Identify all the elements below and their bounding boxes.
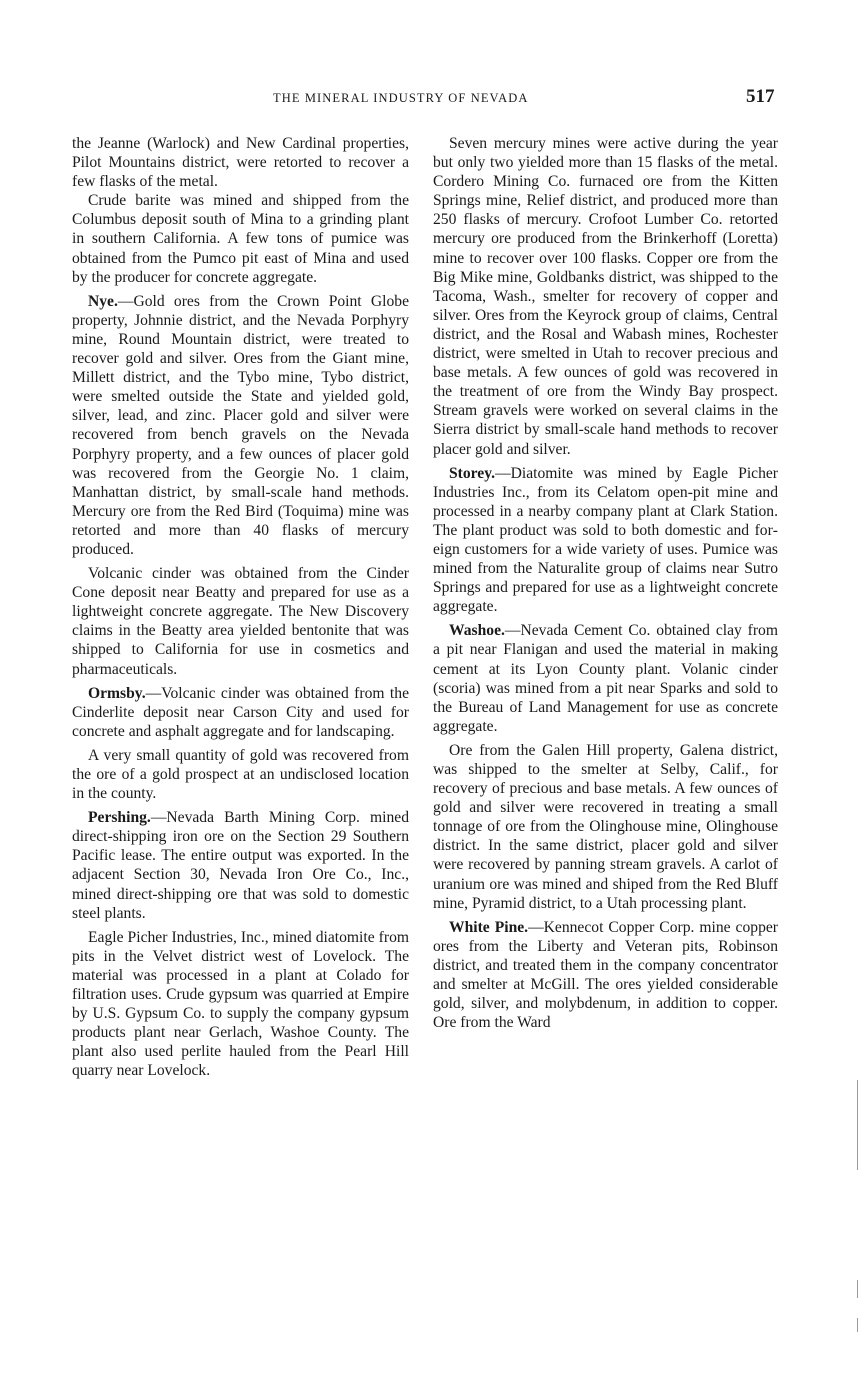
- section-washoe-text: —Nevada Cement Co. obtained clay from a pit near Flanigan and used the material in making cement at its Lyon County plant. Volanic cinder (scoria) was mined from a pit near Sparks and sold to the Bureau of Land Management for use as concrete aggregate.: [433, 622, 778, 735]
- section-nye-text: —Gold ores from the Crown Point Globe property, Johnnie district, and the Nevada Porphyry mine, Round Mountain district, were treated to recover gold and silver. Ores from the Giant mine, Millett district, and the Tybo mine, Tybo district, were smelted outside the State and yielded gold, silver, lead, and zinc. Placer gold and silver were recovered from bench gravels on the Nevada Porphyry property, and a few ounces of placer gold was recovered from the Georgie No. 1 claim, Manhattan district, by small-scale hand methods. Mercury ore from the Red Bird (Toquima) mine was retorted and more than 40 flasks of mercury produced.: [72, 292, 409, 558]
- scan-edge-mark: [857, 1318, 858, 1332]
- paragraph-gold-prospect: A very small quantity of gold was recovered from the ore of a gold prospect at an undisclosed location in the county.: [72, 746, 409, 803]
- county-heading-nye: Nye.: [88, 292, 118, 310]
- section-storey: [433, 464, 778, 617]
- county-heading-storey: Storey.: [449, 464, 496, 482]
- county-heading-washoe: Washoe.: [449, 622, 505, 640]
- section-pershing: [72, 808, 409, 923]
- section-ormsby-text: —Volcanic cinder was obtained from the Cinderlite deposit near Carson City and used for concrete and asphalt aggregate and for landscaping.: [72, 684, 409, 740]
- section-white-pine-text: —Kennecot Copper Corp. mine copper ores from the Liberty and Veteran pits, Robinson district, and treated them in the company concentrator and smelter at McGill. The ores yielded considerable gold, silver, and molybdenum, in addition to copper. Ore from the Ward: [433, 918, 778, 1032]
- scan-edge-mark: [857, 1080, 858, 1170]
- running-title: THE MINERAL INDUSTRY OF NEVADA: [273, 91, 529, 105]
- paragraph-volcanic-cinder: Volcanic cinder was obtained from the Cinder Cone deposit near Beatty and prepared for use as a lightweight concrete aggregate. The New Discovery claims in the Beatty area yielded bentonite that was shipped to California for use in cosmetics and pharmaceuticals.: [72, 565, 409, 678]
- page-number: 517: [746, 86, 775, 107]
- paragraph-mercury: Seven mercury mines were active during the year but only two yielded more than 15 flasks of the metal. Cordero Mining Co. furnaced ore from the Kitten Springs mine, Relief district, and produced more than 250 flasks of mercury. Crofoot Lumber Co. retorted mercury ore produced from the Brinkerhoff (Loretta) mine to recover over 100 flasks. Copper ore from the Big Mike mine, Goldbanks district, was shipped to the Tacoma, Wash., smelter for recovery of copper and silver. Ores from the Keyrock group of claims, Central district, and the Rosal and Wabash mines, Rochester district, were smelted in Utah to recover precious and base metals. A few ounces of gold was recovered in the treatment of ore from the Windy Bay prospect. Stream gravels were worked on several claims in the Sierra district by small-scale hand methods to recover placer gold and silver.: [433, 135, 778, 458]
- county-heading-white-pine: White Pine.: [449, 918, 529, 936]
- county-heading-ormsby: Ormsby.: [88, 684, 146, 702]
- paragraph-diatomite: Eagle Picher Industries, Inc., mined diatomite from pits in the Velvet district west of Lovelock. The material was processed in a plant at Colado for filtration uses. Crude gypsum was quarried at Empire by U.S. Gypsum Co. to supply the company gypsum products plant near Gerlach, Washoe County. The plant also used perlite hauled from the Pearl Hill quarry near Lovelock.: [72, 928, 409, 1080]
- page-header: [0, 88, 865, 112]
- section-storey-text: —Diatomite was mined by Eagle Picher Industries Inc., from its Celatom open-pit mine and processed in a nearby company plant at Clark Station. The plant product was sold to both domestic and foreign customers for a wide variety of uses. Pumice was mined from the Naturalite group of claims near Sutro Springs and prepared for use as a lightweight concrete aggregate.: [433, 464, 778, 616]
- left-column: [72, 134, 409, 1081]
- section-nye: [72, 292, 409, 559]
- paragraph-galen-hill: Ore from the Galen Hill property, Galena district, was shipped to the smelter at Selby, Calif., for recovery of precious and base metals. A few ounces of gold and silver were recovered in treating a small tonnage of ore from the Olinghouse mine, Olinghouse district. In the same district, placer gold and silver were recovered by panning stream gravels. A carlot of uranium ore was mined and shiped from the Red Bluff mine, Pyramid district, to a Utah processing plant.: [433, 741, 778, 912]
- paragraph-barite: Crude barite was mined and shipped from the Columbus deposit south of Mina to a grinding plant in southern California. A few tons of pumice was obtained from the Pumco pit east of Mina and used by the producer for concrete aggregate.: [72, 192, 409, 286]
- section-white-pine: [433, 918, 778, 1033]
- right-column: [433, 134, 778, 1032]
- section-ormsby: [72, 684, 409, 741]
- county-heading-pershing: Pershing.: [88, 809, 151, 827]
- section-pershing-text: —Nevada Barth Mining Corp. mined direct-shipping iron ore on the Section 29 Southern Pacific lease. The entire output was exported. In the adjacent Section 30, Nevada Iron Ore Co., Inc., mined direct-shipping ore that was sold to domestic steel plants.: [72, 809, 409, 922]
- paragraph-continuation: the Jeanne (Warlock) and New Cardinal properties, Pilot Mountains district, were retorted to recover a few flasks of the metal.: [72, 135, 409, 191]
- section-washoe: [433, 621, 778, 736]
- scan-edge-mark: [857, 1280, 858, 1298]
